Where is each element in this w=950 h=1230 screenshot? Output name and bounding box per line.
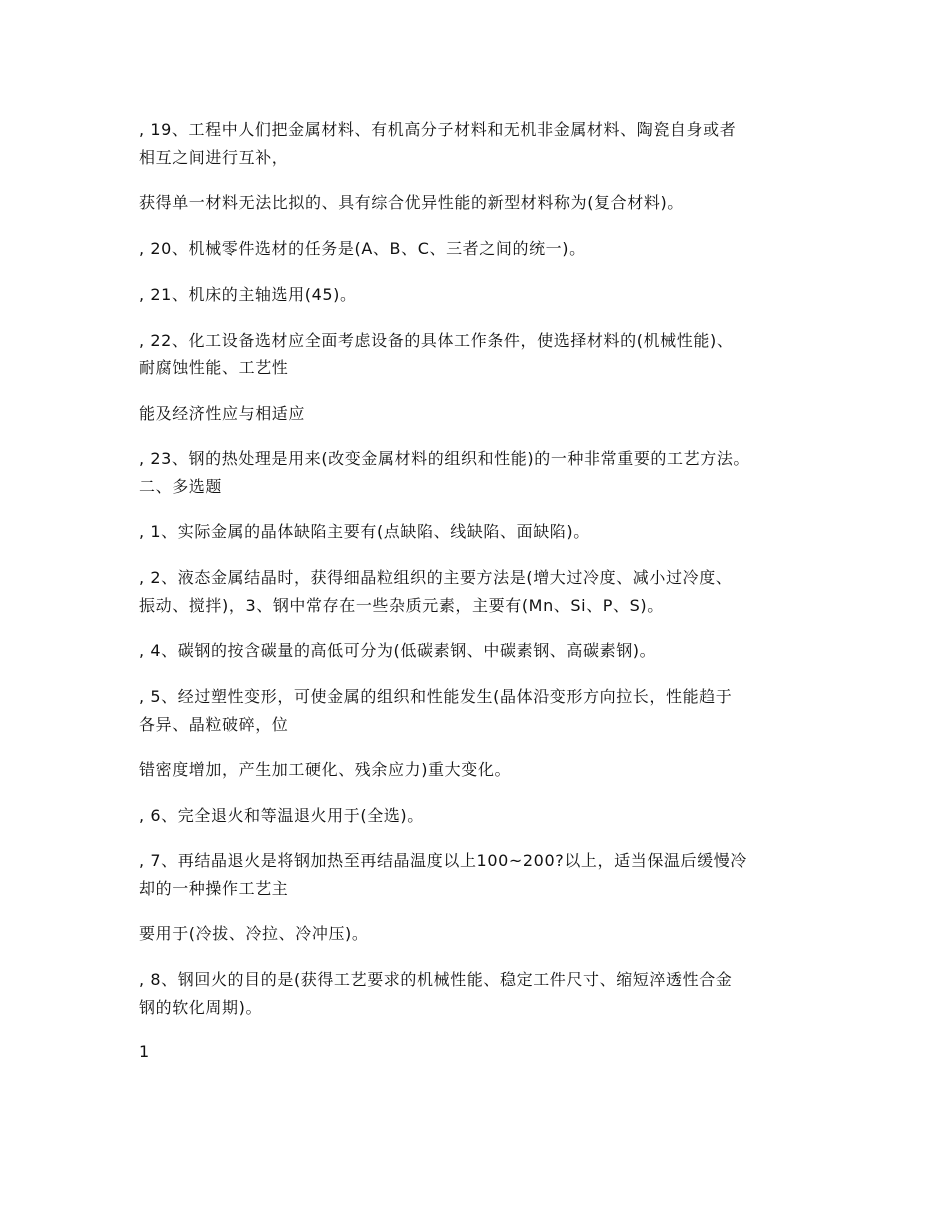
section-heading: 二、多选题 bbox=[139, 477, 223, 496]
text-line: , 6、完全退火和等温退火用于(全选)。 bbox=[139, 806, 424, 825]
text-line: 耐腐蚀性能、工艺性 bbox=[139, 358, 289, 377]
text-line: , 5、经过塑性变形，可使金属的组织和性能发生(晶体沿变形方向拉长，性能趋于 bbox=[139, 687, 733, 706]
text-line: , 7、再结晶退火是将钢加热至再结晶温度以上100~200?以上，适当保温后缓慢冷 bbox=[139, 851, 747, 870]
text-line: , 23、钢的热处理是用来(改变金属材料的组织和性能)的一种非常重要的工艺方法。 bbox=[139, 449, 751, 468]
text-line: , 4、碳钢的按含碳量的高低可分为(低碳素钢、中碳素钢、高碳素钢)。 bbox=[139, 641, 657, 660]
text-line: 要用于(冷拔、冷拉、冷冲压)。 bbox=[139, 924, 369, 943]
text-line: 相互之间进行互补， bbox=[139, 148, 289, 167]
text-line: 各异、晶粒破碎，位 bbox=[139, 715, 289, 734]
text-line: 振动、搅拌)，3、钢中常存在一些杂质元素，主要有(Mn、Si、P、S)。 bbox=[139, 596, 664, 615]
text-line: , 1、实际金属的晶体缺陷主要有(点缺陷、线缺陷、面缺陷)。 bbox=[139, 522, 590, 541]
text-line: 获得单一材料无法比拟的、具有综合优异性能的新型材料称为(复合材料)。 bbox=[139, 193, 684, 212]
text-line: 错密度增加，产生加工硬化、残余应力)重大变化。 bbox=[139, 760, 512, 779]
text-line: 钢的软化周期)。 bbox=[139, 998, 263, 1017]
text-line: 能及经济性应与相适应 bbox=[139, 404, 306, 423]
text-line: , 19、工程中人们把金属材料、有机高分子材料和无机非金属材料、陶瓷自身或者 bbox=[139, 120, 737, 139]
text-line: 却的一种操作工艺主 bbox=[139, 879, 289, 898]
text-line: , 2、液态金属结晶时，获得细晶粒组织的主要方法是(增大过冷度、减小过冷度、 bbox=[139, 568, 733, 587]
text-line: , 20、机械零件选材的任务是(A、B、C、三者之间的统一)。 bbox=[139, 239, 586, 258]
text-line: , 21、机床的主轴选用(45)。 bbox=[139, 285, 357, 304]
page-number: 1 bbox=[139, 1042, 150, 1061]
text-line: , 8、钢回火的目的是(获得工艺要求的机械性能、稳定工件尺寸、缩短淬透性合金 bbox=[139, 970, 733, 989]
text-line: , 22、化工设备选材应全面考虑设备的具体工作条件，使选择材料的(机械性能)、 bbox=[139, 331, 734, 350]
